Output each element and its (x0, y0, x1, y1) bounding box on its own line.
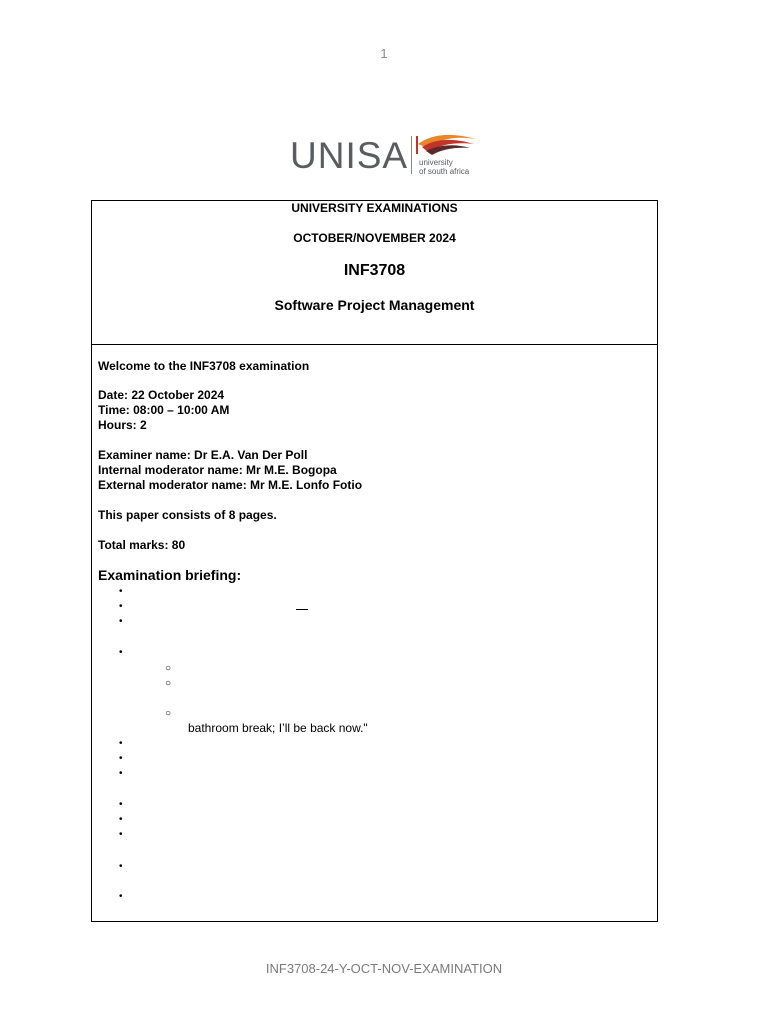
unisa-logo (290, 132, 490, 180)
exam-hours: Hours: 2 (98, 418, 147, 432)
bullet-icon: • (119, 738, 123, 749)
bullet-icon: • (119, 799, 123, 810)
module-code: INF3708 (343, 262, 406, 279)
sub-bullet-icon: ○ (165, 708, 172, 719)
bullet-icon: • (119, 647, 123, 658)
page-number: 1 (380, 46, 388, 61)
logo-divider (411, 136, 412, 174)
bullet-icon: • (119, 814, 123, 825)
exam-time: Time: 08:00 – 10:00 AM (98, 403, 230, 417)
page-count: This paper consists of 8 pages. (98, 508, 277, 522)
bullet-icon: • (119, 753, 123, 764)
dash-mark (296, 609, 308, 610)
briefing-heading: Examination briefing: (98, 567, 242, 583)
logo-tagline-line2: of south africa (419, 167, 470, 176)
logo-tagline (419, 158, 469, 176)
logo-tagline-line1: university (419, 158, 453, 167)
module-name: Software Project Management (274, 297, 475, 313)
exam-session: OCTOBER/NOVEMBER 2024 (293, 231, 456, 245)
sub-bullet-icon: ○ (165, 663, 172, 674)
exam-cover-box (91, 200, 658, 922)
examiner-name: Examiner name: Dr E.A. Van Der Poll (98, 448, 308, 462)
total-marks: Total marks: 80 (98, 538, 186, 552)
footer-code: INF3708-24-Y-OCT-NOV-EXAMINATION (265, 961, 503, 976)
swoosh-icon (416, 132, 478, 156)
bullet-icon: • (119, 891, 123, 902)
internal-moderator: Internal moderator name: Mr M.E. Bogopa (98, 463, 337, 477)
exam-header (92, 201, 657, 345)
bullet-continuation-text: bathroom break; I’ll be back now." (188, 721, 368, 735)
bullet-icon: • (119, 616, 123, 627)
bullet-icon: • (119, 768, 123, 779)
exam-date: Date: 22 October 2024 (98, 388, 225, 402)
bullet-icon: • (119, 829, 123, 840)
exam-title: UNIVERSITY EXAMINATIONS (291, 201, 458, 215)
bullet-icon: • (119, 861, 123, 872)
sub-bullet-icon: ○ (165, 678, 172, 689)
external-moderator: External moderator name: Mr M.E. Lonfo Fotio (98, 478, 363, 492)
bullet-icon: • (119, 586, 123, 597)
logo-wordmark: UNISA (290, 135, 409, 176)
welcome-text: Welcome to the INF3708 examination (98, 359, 310, 373)
bullet-icon: • (119, 601, 123, 612)
